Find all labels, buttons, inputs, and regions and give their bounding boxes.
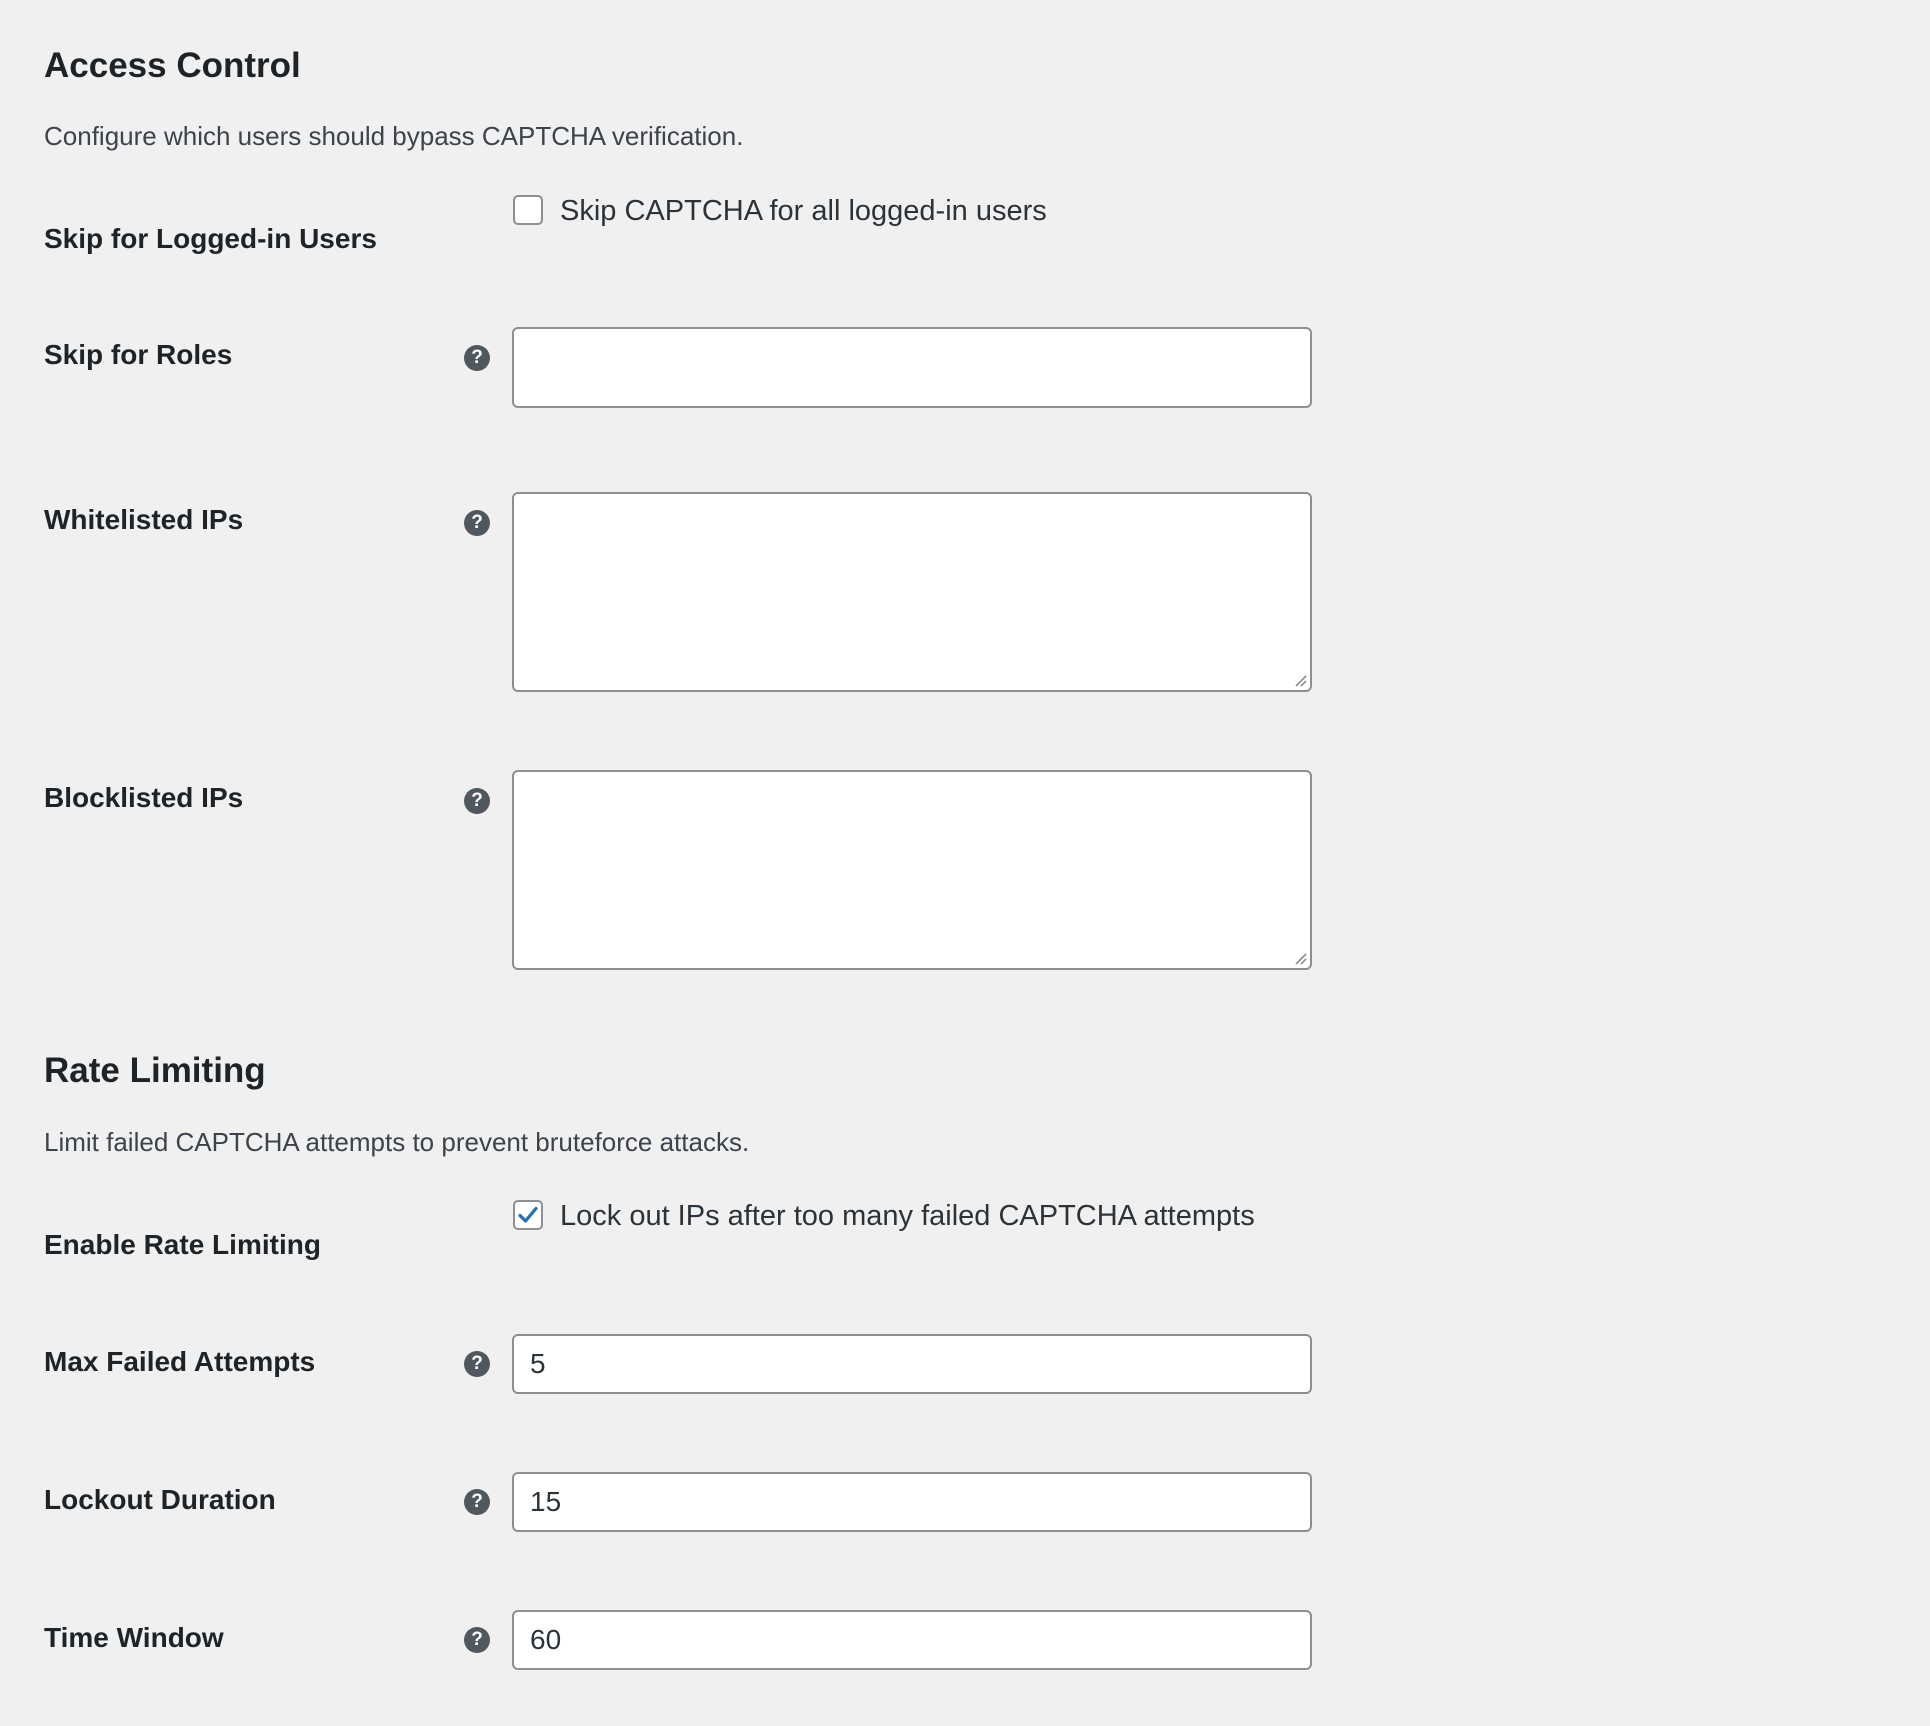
skip-logged-in-label: Skip for Logged-in Users: [44, 223, 377, 254]
whitelisted-ips-textarea[interactable]: [512, 492, 1312, 692]
checkmark-icon: [516, 1203, 540, 1227]
skip-logged-in-checkbox-label[interactable]: Skip CAPTCHA for all logged-in users: [560, 195, 1047, 227]
enable-rate-limiting-label: Enable Rate Limiting: [44, 1229, 321, 1260]
max-failed-attempts-input[interactable]: [512, 1334, 1312, 1394]
skip-roles-label: Skip for Roles: [44, 339, 233, 370]
blocklisted-ips-textarea[interactable]: [512, 770, 1312, 970]
time-window-input[interactable]: [512, 1610, 1312, 1670]
skip-logged-in-checkbox[interactable]: [513, 195, 543, 225]
skip-roles-input[interactable]: [512, 327, 1312, 408]
whitelisted-ips-label: Whitelisted IPs: [44, 504, 244, 535]
skip-roles-help-icon[interactable]: ?: [464, 345, 490, 371]
access-control-heading: Access Control: [44, 46, 301, 85]
lockout-duration-input[interactable]: [512, 1472, 1312, 1532]
max-failed-attempts-help-icon[interactable]: ?: [464, 1351, 490, 1377]
access-control-description: Configure which users should bypass CAPTCHA verification.: [44, 121, 744, 151]
blocklisted-ips-label: Blocklisted IPs: [44, 782, 244, 813]
lockout-duration-help-icon[interactable]: ?: [464, 1489, 490, 1515]
rate-limiting-heading: Rate Limiting: [44, 1051, 266, 1090]
time-window-help-icon[interactable]: ?: [464, 1627, 490, 1653]
max-failed-attempts-label: Max Failed Attempts: [44, 1346, 316, 1377]
time-window-label: Time Window: [44, 1622, 224, 1653]
rate-limiting-description: Limit failed CAPTCHA attempts to prevent bruteforce attacks.: [44, 1127, 750, 1157]
whitelisted-ips-help-icon[interactable]: ?: [464, 510, 490, 536]
enable-rate-limiting-checkbox-label[interactable]: Lock out IPs after too many failed CAPTCHA attempts: [560, 1200, 1255, 1232]
lockout-duration-label: Lockout Duration: [44, 1484, 276, 1515]
enable-rate-limiting-checkbox[interactable]: [513, 1200, 543, 1230]
blocklisted-ips-help-icon[interactable]: ?: [464, 788, 490, 814]
